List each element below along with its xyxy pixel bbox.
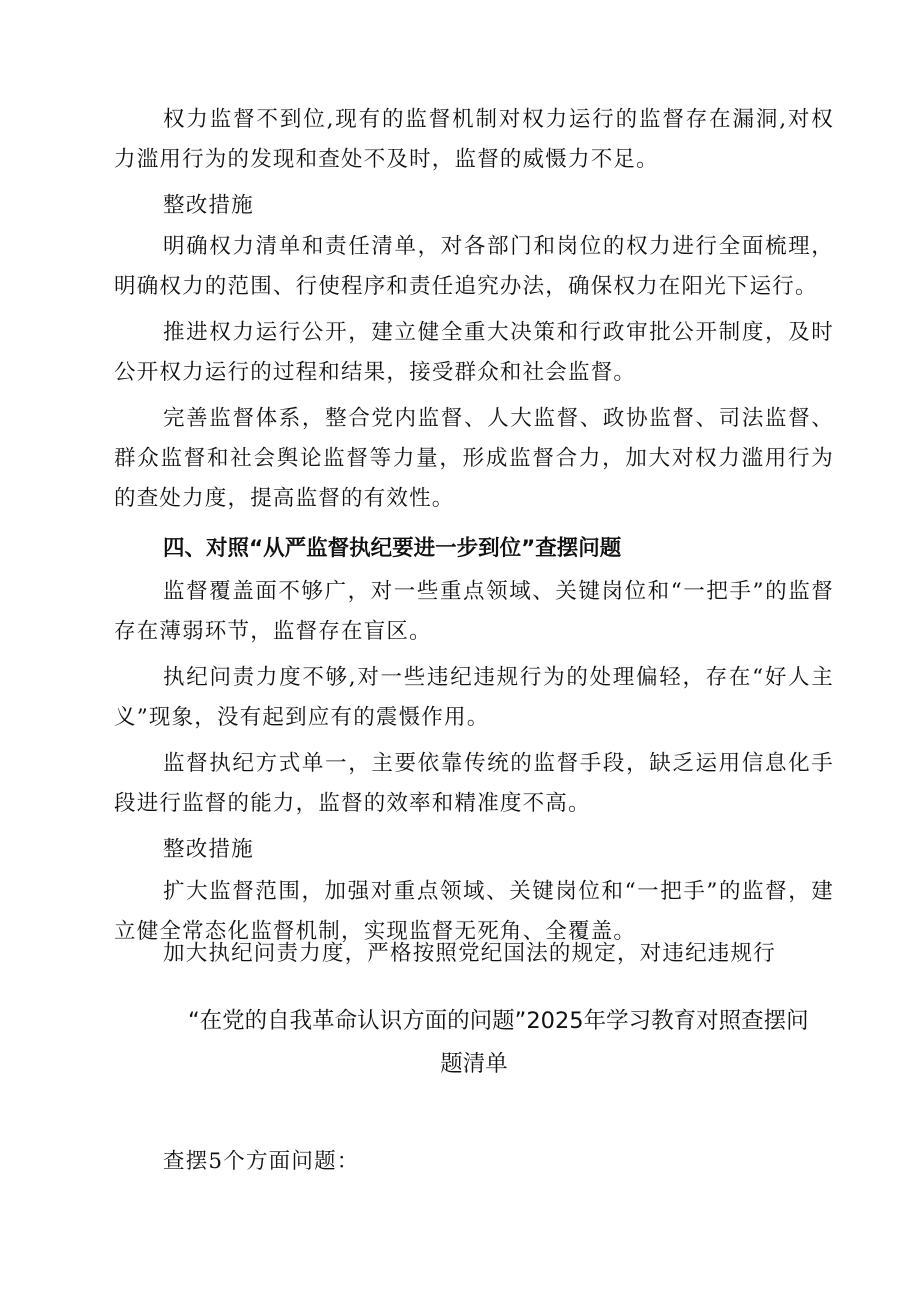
subheading-rectification: 整改措施 bbox=[163, 193, 254, 218]
paragraph-coverage: 监督覆盖面不够广，对一些重点领域、关键岗位和“一把手”的监督存在薄弱环节，监督存在盲区。 bbox=[114, 579, 834, 644]
document-title-line1: “在党的自我革命认识方面的问题”2025年学习教育对照查摆问 bbox=[188, 1008, 809, 1034]
paragraph-power-list: 明确权力清单和责任清单，对各部门和岗位的权力进行全面梳理，明确权力的范围、行使程序和责任追究办法，确保权力在阳光下运行。 bbox=[114, 234, 834, 299]
subheading-rectification-2: 整改措施 bbox=[163, 837, 254, 862]
document-title-line2: 题清单 bbox=[440, 1051, 508, 1077]
paragraph-methods: 监督执纪方式单一，主要依靠传统的监督手段，缺乏运用信息化手段进行监督的能力，监督的效率和精准度不高。 bbox=[114, 751, 834, 816]
paragraph-supervision-system: 完善监督体系，整合党内监督、人大监督、政协监督、司法监督、群众监督和社会舆论监督等力量，形成监督合力，加大对权力滥用行为的查处力度，提高监督的有效性。 bbox=[114, 406, 834, 511]
paragraph-power-supervision: 权力监督不到位,现有的监督机制对权力运行的监督存在漏洞,对权力滥用行为的发现和查处不及时，监督的威慑力不足。 bbox=[114, 107, 834, 172]
intro-line: 查摆5个方面问题： bbox=[163, 1149, 360, 1174]
section-heading-four: 四、对照“从严监督执纪要进一步到位”查摆问题 bbox=[163, 536, 622, 561]
paragraph-power-openness: 推进权力运行公开，建立健全重大决策和行政审批公开制度，及时公开权力运行的过程和结果，接受群众和社会监督。 bbox=[114, 320, 834, 385]
paragraph-accountability: 执纪问责力度不够,对一些违纪违规行为的处理偏轻，存在“好人主义”现象，没有起到应有的震慑作用。 bbox=[114, 665, 834, 730]
paragraph-strengthen-accountability: 加大执纪问责力度，严格按照党纪国法的规定，对违纪违规行 bbox=[163, 941, 776, 966]
paragraph-expand-scope: 扩大监督范围，加强对重点领域、关键岗位和“一把手”的监督，建立健全常态化监督机制，实现监督无死角、全覆盖。 bbox=[114, 879, 834, 944]
document-title bbox=[114, 1000, 834, 1086]
